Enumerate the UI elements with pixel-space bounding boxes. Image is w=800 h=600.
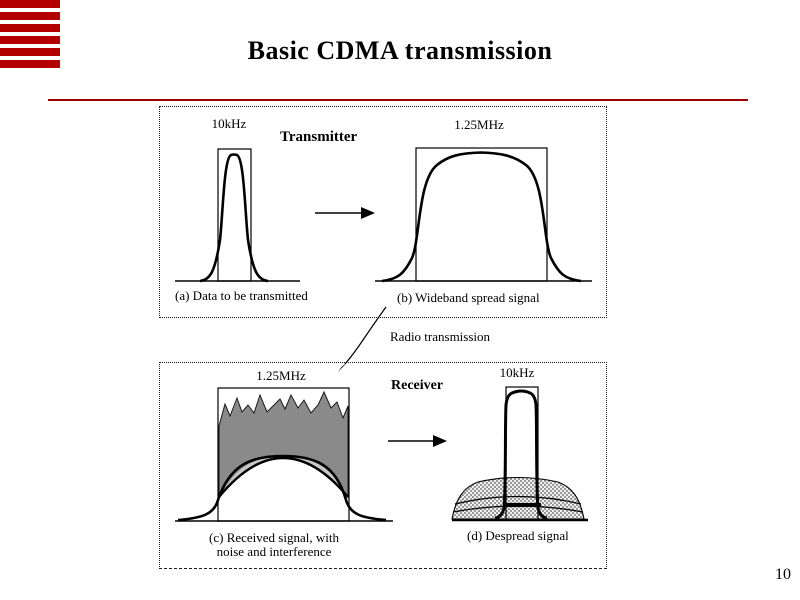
panel-d-despread-signal bbox=[452, 387, 588, 520]
bandwidth-label-c: 1.25MHz bbox=[256, 368, 306, 383]
arrow-head bbox=[433, 435, 447, 447]
bandwidth-label-a: 10kHz bbox=[211, 116, 247, 131]
caption-d: (d) Despread signal bbox=[467, 528, 569, 543]
radio-transmission-arrow bbox=[338, 307, 386, 372]
received-signal-curve bbox=[178, 456, 386, 520]
caption-c-line1: (c) Received signal, with bbox=[209, 530, 339, 545]
slide-title: Basic CDMA transmission bbox=[247, 36, 553, 65]
page-number: 10 bbox=[775, 566, 791, 583]
transmitter-arrow bbox=[315, 207, 375, 219]
multiuser-interference-mound bbox=[452, 478, 584, 520]
narrowband-signal-curve bbox=[200, 155, 268, 282]
noise-region bbox=[219, 392, 348, 497]
caption-a: (a) Data to be transmitted bbox=[175, 288, 308, 303]
spread-signal-curve bbox=[382, 153, 581, 282]
caption-c-line2: noise and interference bbox=[216, 544, 332, 559]
bandwidth-label-d: 10kHz bbox=[499, 365, 535, 380]
bandwidth-label-b: 1.25MHz bbox=[454, 117, 504, 132]
arrow-head bbox=[361, 207, 375, 219]
radio-transmission-label: Radio transmission bbox=[390, 329, 491, 344]
caption-b: (b) Wideband spread signal bbox=[397, 290, 540, 305]
caption-c bbox=[174, 531, 374, 559]
panel-a-data-signal bbox=[175, 149, 300, 281]
transmitter-label: Transmitter bbox=[280, 129, 358, 145]
arrow-shaft bbox=[345, 307, 386, 364]
panel-c-received-signal bbox=[175, 388, 393, 521]
panel-b-spread-signal bbox=[375, 148, 592, 281]
receiver-label: Receiver bbox=[391, 378, 444, 393]
receiver-arrow bbox=[388, 435, 447, 447]
